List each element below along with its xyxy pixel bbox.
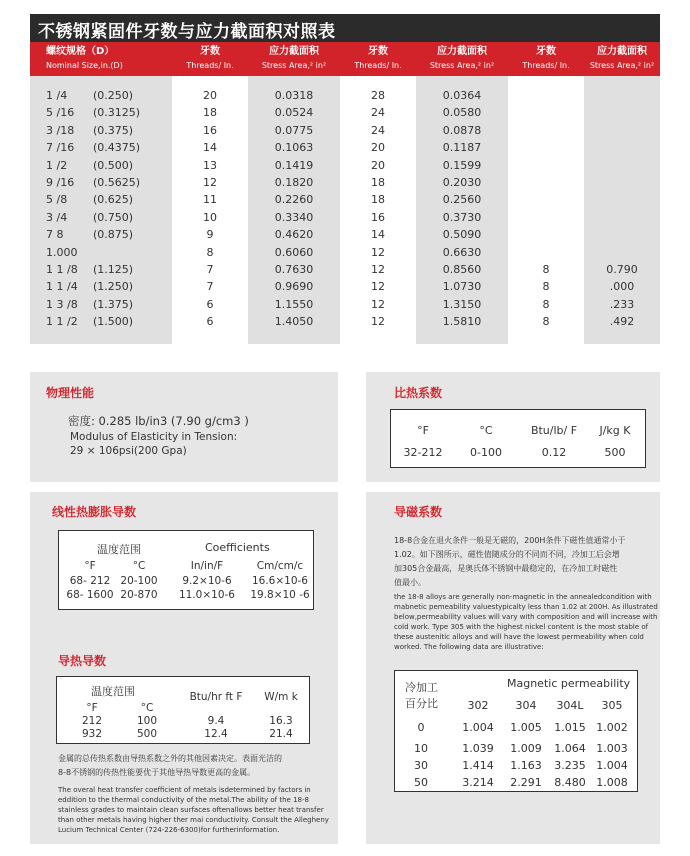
size-cell: 1 1 /4 (46, 280, 78, 294)
table-cell: 11 (203, 193, 217, 207)
te-cell: 20-100 (120, 575, 158, 587)
mp-value-cell: 3.235 (554, 759, 586, 772)
table-cell: 13 (203, 158, 217, 172)
te-unit: In/in/F (190, 560, 224, 572)
tc-unit: Btu/hr ft F (189, 691, 243, 703)
specific-heat-panel (366, 372, 660, 482)
table-cell: 20 (371, 141, 385, 155)
magnetic-panel (366, 492, 660, 844)
table-cell: 8 (206, 245, 214, 259)
tc-unit: W/m k (264, 691, 298, 703)
mp-grade: 305 (601, 699, 623, 712)
mp-value-cell: 1.039 (462, 742, 494, 755)
mp-value-cell: 1.005 (510, 721, 542, 734)
table-row (30, 176, 660, 193)
table-cell: 0.1599 (442, 158, 482, 172)
table-cell: 0.1187 (442, 141, 482, 155)
tc-cell: 21.4 (269, 728, 293, 740)
magnetic-en-paragraph: the 18-8 alloys are generally non-magnetic in the annealedcondition with mabnetic pemeability valuestypicalty less than 1.02 at 200H. As illustrated below,permeability values will vary with composition and will increase with cold work. Type 305 with the highest nickel content is the most stable of these austenitic alloys and will have the lowest permeability when cold worked. The following data are illustrative: (394, 593, 658, 651)
table-cell: 0.7630 (274, 263, 314, 276)
decimal-cell: (1.250) (93, 280, 134, 294)
thermal-conductivity-panel (30, 640, 338, 844)
te-unit: °C (132, 560, 146, 572)
table-row (30, 211, 660, 228)
header-threads-3: 牙数 Threads/ In. (522, 46, 570, 70)
table-cell: 0.0775 (274, 123, 314, 137)
mp-value-cell: 3.214 (462, 776, 494, 789)
table-cell: 18 (203, 106, 217, 120)
table-cell: 8 (542, 263, 550, 276)
table-row (30, 315, 660, 332)
mp-value-cell: 2.291 (510, 776, 542, 789)
decimal-cell: (0.750) (93, 210, 134, 224)
table-cell: 1.0730 (442, 280, 482, 294)
mp-percent-cell: 10 (414, 742, 428, 755)
decimal-cell: (1.500) (93, 315, 134, 329)
table-cell: 0.4620 (274, 228, 314, 242)
tc-unit: °C (140, 702, 154, 714)
table-row (30, 263, 660, 280)
magnetic-table (394, 670, 638, 792)
table-cell: 0.1820 (274, 176, 314, 189)
decimal-cell: (0.3125) (93, 106, 141, 120)
table-cell: 12 (371, 245, 385, 259)
te-unit: Cm/cm/c (256, 560, 304, 572)
table-cell: 0.6060 (274, 245, 314, 259)
size-cell: 7 /16 (46, 141, 75, 155)
sh-value: 500 (604, 446, 626, 459)
tc-cell: 16.3 (269, 715, 293, 727)
table-cell: 0.8560 (442, 263, 482, 276)
tc-unit: °F (86, 702, 98, 714)
header-threads-2: 牙数 Threads/ In. (354, 46, 402, 70)
table-cell: .492 (609, 315, 635, 329)
table-cell: 24 (371, 106, 385, 120)
table-cell: 0.0364 (442, 89, 482, 102)
magnetic-zh-paragraph: 18-8合金在退火条件一般是无磁的，200H条件下磁性值通常小于 1.02。如下图所示，磁性值随成分的不同而不同，冷加工后会增 加305合金最高，是奥氏体不锈钢中最稳定的，在冷加工时磁性 值最小。 (394, 536, 626, 587)
te-unit: °F (84, 560, 96, 572)
te-temp-label: 温度范围 (97, 543, 141, 556)
size-cell: 3 /18 (46, 123, 75, 137)
sh-header: Btu/lb/ F (530, 424, 578, 437)
size-cell: 1.000 (46, 245, 78, 259)
size-cell: 7 8 (46, 228, 64, 242)
table-row (30, 141, 660, 158)
mp-label-1: 冷加工 (405, 681, 438, 694)
table-cell: 16 (371, 210, 385, 224)
table-cell: 20 (371, 158, 385, 172)
tc-cell: 932 (81, 728, 103, 740)
table-cell: 0.0524 (274, 106, 314, 120)
thermal-expansion-table (58, 530, 314, 610)
table-cell: 18 (371, 176, 385, 189)
mp-value-cell: 1.004 (596, 759, 628, 772)
te-cell: 11.0×10-6 (178, 589, 235, 601)
table-cell: 8 (542, 297, 550, 311)
decimal-cell: (0.875) (93, 228, 134, 242)
table-cell: 12 (371, 297, 385, 311)
te-cell: 20-870 (120, 589, 158, 601)
table-row (30, 298, 660, 315)
sh-header: °F (417, 424, 429, 437)
table-cell: 1.3150 (442, 297, 482, 311)
size-cell: 1 /4 (46, 89, 68, 102)
table-cell: 14 (203, 141, 217, 155)
tc-cell: 212 (81, 715, 103, 727)
table-cell: 12 (203, 176, 217, 189)
table-cell: 7 (206, 280, 214, 294)
table-row (30, 228, 660, 245)
table-cell: .233 (609, 297, 635, 311)
table-cell: 0.2030 (442, 176, 482, 189)
sh-header: J/kg K (599, 424, 631, 437)
mp-value-cell: 1.004 (462, 721, 494, 734)
te-cell: 19.8×10 -6 (250, 589, 310, 601)
table-cell: 7 (206, 263, 214, 276)
decimal-cell: (0.625) (93, 193, 134, 207)
decimal-cell: (0.4375) (93, 141, 141, 155)
table-cell: 8 (542, 315, 550, 329)
table-cell: 16 (203, 123, 217, 137)
table-row (30, 246, 660, 263)
size-cell: 3 /4 (46, 210, 68, 224)
table-cell: 0.6630 (442, 245, 482, 259)
table-cell: 0.0580 (442, 106, 482, 120)
table-cell: 0.1419 (274, 158, 314, 172)
mp-grade: 304 (515, 699, 537, 712)
table-row (30, 280, 660, 297)
tc-temp-label: 温度范围 (91, 685, 135, 698)
table-cell: 14 (371, 228, 385, 242)
decimal-cell: (0.5625) (93, 176, 141, 189)
mp-grade: 304L (556, 699, 584, 712)
table-cell: 1.5810 (442, 315, 482, 329)
te-coeff-label: Coefficients (205, 541, 270, 554)
header-area-3: 应力截面积 Stress Area,² in² (589, 46, 655, 70)
te-cell: 9.2×10-6 (182, 575, 232, 587)
mp-percent-cell: 0 (417, 721, 425, 734)
mp-value-cell: 1.414 (462, 759, 494, 772)
size-cell: 1 /2 (46, 158, 68, 172)
tc-cell: 100 (136, 715, 158, 727)
table-row (30, 159, 660, 176)
sh-value: 0.12 (541, 446, 567, 459)
tc-cell: 9.4 (207, 715, 225, 727)
table-cell: 28 (371, 89, 385, 102)
table-cell: 18 (371, 193, 385, 207)
table-cell: 0.2260 (274, 193, 314, 207)
mp-value-cell: 8.480 (554, 776, 586, 789)
thermal-conductivity-title: 导热导数 (58, 654, 107, 668)
thermal-expansion-panel (30, 492, 338, 640)
sh-value: 32-212 (403, 446, 443, 459)
tc-cell: 12.4 (204, 728, 228, 740)
decimal-cell: (0.250) (93, 89, 134, 102)
te-cell: 16.6×10-6 (251, 575, 308, 587)
table-cell: 20 (203, 89, 217, 102)
header-spec: 螺纹规格（D） Nominal Size,in.(D) (46, 46, 123, 70)
table-cell: 0.3340 (274, 210, 314, 224)
mp-value-cell: 1.002 (596, 721, 628, 734)
magnetic-title: 导磁系数 (394, 505, 443, 519)
size-cell: 9 /16 (46, 176, 75, 189)
physical-panel (30, 372, 338, 482)
size-cell: 1 3 /8 (46, 297, 78, 311)
table-cell: 9 (206, 228, 214, 242)
te-cell: 68- 212 (69, 575, 111, 587)
table-row (30, 106, 660, 123)
table-cell: 10 (203, 210, 217, 224)
mp-value-cell: 1.163 (510, 759, 542, 772)
mp-grade: 302 (467, 699, 489, 712)
table-row (30, 193, 660, 210)
size-cell: 5 /16 (46, 106, 75, 120)
table-cell: 1.1550 (274, 297, 314, 311)
table-cell: 12 (371, 280, 385, 294)
mp-label-2: 百分比 (405, 697, 438, 710)
table-cell: 0.790 (606, 263, 638, 276)
page-title: 不锈钢紧固件牙数与应力截面积对照表 (38, 22, 336, 42)
table-header (30, 42, 660, 76)
header-area-1: 应力截面积 Stress Area,² in² (261, 46, 327, 70)
table-cell: 1.4050 (274, 315, 314, 329)
table-cell: 12 (371, 315, 385, 329)
table-cell: 6 (206, 315, 214, 329)
thermal-conductivity-table (56, 676, 310, 744)
specific-heat-table (390, 409, 646, 468)
table-cell: 0.1063 (274, 141, 314, 155)
table-cell: 0.2560 (442, 193, 482, 207)
table-row (30, 124, 660, 141)
thermal-expansion-title: 线性热膨胀导数 (52, 505, 137, 519)
table-cell: 0.0878 (442, 123, 482, 137)
size-cell: 1 1 /2 (46, 315, 78, 329)
mp-group-label: Magnetic permeability (507, 677, 631, 690)
thread-table (30, 76, 660, 344)
table-cell: .000 (609, 280, 635, 294)
decimal-cell: (0.375) (93, 123, 134, 137)
tc-en-paragraph: The overal heat transfer coefficient of metals isdetermined by factors in eddition to the thermal conductivity of the metal.The ability of the 18-8 stainless grades to maintain clean surfaces oftenallows better heat transfer than other metals having higher ther mai conductivity. Consult the Allegheny Lucium Technical Center (724-226-6300)for furtherinformation. (58, 786, 329, 834)
tc-cell: 500 (136, 728, 158, 740)
table-cell: 0.0318 (274, 89, 314, 102)
te-cell: 68- 1600 (66, 589, 114, 601)
size-cell: 5 /8 (46, 193, 68, 207)
mp-value-cell: 1.009 (510, 742, 542, 755)
table-cell: 24 (371, 123, 385, 137)
table-cell: 8 (542, 280, 550, 294)
tc-zh-paragraph: 金属的总传热系数由导热系数之外的其他因素决定。表面光洁的 8-8不锈钢的传热性能要优于其他导热导数更高的金属。 (58, 754, 282, 777)
size-cell: 1 1 /8 (46, 263, 78, 276)
decimal-cell: (1.125) (93, 263, 134, 276)
mp-value-cell: 1.064 (554, 742, 586, 755)
mp-value-cell: 1.003 (596, 742, 628, 755)
table-cell: 0.5090 (442, 228, 482, 242)
header-threads-1: 牙数 Threads/ In. (186, 46, 234, 70)
mp-value-cell: 1.008 (596, 776, 628, 789)
table-cell: 12 (371, 263, 385, 276)
mp-percent-cell: 30 (414, 759, 428, 772)
table-row (30, 89, 660, 106)
sh-header: °C (479, 424, 493, 437)
decimal-cell: (1.375) (93, 297, 134, 311)
table-cell: 6 (206, 297, 214, 311)
mp-value-cell: 1.015 (554, 721, 586, 734)
mp-percent-cell: 50 (414, 776, 428, 789)
density-text: 密度: 0.285 lb/in3 (7.90 g/cm3 ) (68, 414, 249, 428)
header-area-2: 应力截面积 Stress Area,² in² (429, 46, 495, 70)
sh-value: 0-100 (470, 446, 502, 459)
physical-title: 物理性能 (46, 386, 95, 400)
decimal-cell: (0.500) (93, 158, 134, 172)
specific-heat-title: 比热系数 (394, 386, 443, 400)
table-cell: 0.9690 (274, 280, 314, 294)
table-cell: 0.3730 (442, 210, 482, 224)
modulus-label: Modulus of Elasticity in Tension: (70, 431, 238, 443)
modulus-value: 29 × 106psi(200 Gpa) (70, 445, 187, 457)
